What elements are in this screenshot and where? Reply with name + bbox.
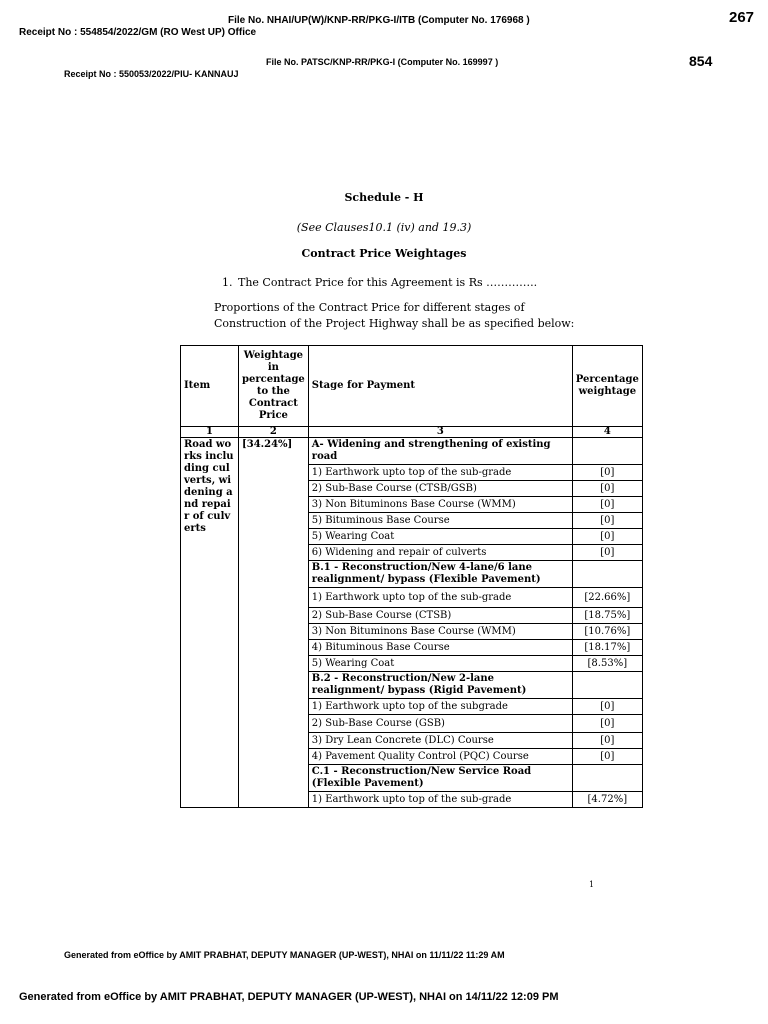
- clause-1-text: The Contract Price for this Agreement is Rs …………..: [238, 276, 538, 289]
- percentage-cell: [0]: [572, 513, 642, 529]
- clause-1: [222, 276, 537, 289]
- contract-price-weightage-table: [180, 345, 643, 808]
- stage-cell: 6) Widening and repair of culverts: [308, 545, 572, 561]
- stage-cell: 2) Sub-Base Course (CTSB/GSB): [308, 481, 572, 497]
- stage-cell: 1) Earthwork upto top of the sub-grade: [308, 588, 572, 608]
- percentage-cell: [10.76%]: [572, 624, 642, 640]
- column-number: 4: [572, 427, 642, 438]
- percentage-cell: [0]: [572, 465, 642, 481]
- page-number-footer: 1: [589, 880, 595, 889]
- stage-cell: 1) Earthwork upto top of the sub-grade: [308, 792, 572, 808]
- percentage-cell: [572, 765, 642, 792]
- percentage-cell: [0]: [572, 699, 642, 715]
- stage-cell: 5) Wearing Coat: [308, 529, 572, 545]
- percentage-cell: [0]: [572, 497, 642, 513]
- generated-stamp-2: Generated from eOffice by AMIT PRABHAT, DEPUTY MANAGER (UP-WEST), NHAI on 14/11/22 12:09 PM: [19, 991, 559, 1003]
- percentage-cell: [18.75%]: [572, 608, 642, 624]
- percentage-cell: [4.72%]: [572, 792, 642, 808]
- stage-cell: 3) Non Bituminons Base Course (WMM): [308, 624, 572, 640]
- percentage-cell: [22.66%]: [572, 588, 642, 608]
- generated-stamp-1: Generated from eOffice by AMIT PRABHAT, DEPUTY MANAGER (UP-WEST), NHAI on 11/11/22 11:29 AM: [64, 950, 505, 960]
- receipt-number-header: Receipt No : 554854/2022/GM (RO West UP) Office: [19, 27, 257, 38]
- receipt-number-secondary: Receipt No : 550053/2022/PIU- KANNAUJ: [64, 69, 239, 79]
- percentage-cell: [0]: [572, 529, 642, 545]
- percentage-cell: [0]: [572, 715, 642, 733]
- stage-cell: 1) Earthwork upto top of the sub-grade: [308, 465, 572, 481]
- percentage-cell: [8.53%]: [572, 656, 642, 672]
- column-number: 3: [308, 427, 572, 438]
- table-row: [181, 438, 643, 465]
- column-number: 2: [239, 427, 309, 438]
- schedule-title: Schedule - H: [344, 191, 424, 204]
- percentage-cell: [0]: [572, 733, 642, 749]
- stage-cell: 5) Wearing Coat: [308, 656, 572, 672]
- header-stage: Stage for Payment: [308, 346, 572, 427]
- stage-cell: 1) Earthwork upto top of the subgrade: [308, 699, 572, 715]
- stage-cell: 2) Sub-Base Course (GSB): [308, 715, 572, 733]
- header-item: Item: [181, 346, 239, 427]
- header-percentage: Percentage weightage: [572, 346, 642, 427]
- percentage-cell: [572, 438, 642, 465]
- page-number-854: 854: [689, 53, 713, 69]
- percentage-cell: [0]: [572, 545, 642, 561]
- item-cell: Road works including culverts, widening and repair of culverts: [181, 438, 239, 808]
- percentage-cell: [572, 561, 642, 588]
- percentage-cell: [0]: [572, 481, 642, 497]
- column-number: 1: [181, 427, 239, 438]
- file-number-header: File No. NHAI/UP(W)/KNP-RR/PKG-I/ITB (Computer No. 176968 ): [228, 15, 530, 26]
- stage-cell: 3) Dry Lean Concrete (DLC) Course: [308, 733, 572, 749]
- stage-cell: 4) Bituminous Base Course: [308, 640, 572, 656]
- clause-1-number: 1.: [222, 276, 233, 289]
- percentage-cell: [0]: [572, 749, 642, 765]
- proportions-paragraph: Proportions of the Contract Price for different stages of Construction of the Project Highway shall be as specified below:: [214, 301, 575, 330]
- clauses-reference: (See Clauses10.1 (iv) and 19.3): [296, 221, 472, 234]
- table-header-row: [181, 346, 643, 427]
- percentage-cell: [572, 672, 642, 699]
- stage-cell: B.1 - Reconstruction/New 4-lane/6 lane realignment/ bypass (Flexible Pavement): [308, 561, 572, 588]
- stage-cell: 2) Sub-Base Course (CTSB): [308, 608, 572, 624]
- stage-cell: C.1 - Reconstruction/New Service Road (Flexible Pavement): [308, 765, 572, 792]
- column-number-row: [181, 427, 643, 438]
- file-number-secondary: File No. PATSC/KNP-RR/PKG-I (Computer No. 169997 ): [266, 57, 499, 67]
- stage-cell: 3) Non Bituminons Base Course (WMM): [308, 497, 572, 513]
- percentage-cell: [18.17%]: [572, 640, 642, 656]
- stage-cell: A- Widening and strengthening of existing road: [308, 438, 572, 465]
- header-weightage: Weightage in percentage to the Contract Price: [239, 346, 309, 427]
- stage-cell: 4) Pavement Quality Control (PQC) Course: [308, 749, 572, 765]
- schedule-subtitle: Contract Price Weightages: [301, 247, 467, 260]
- weightage-cell: [34.24%]: [239, 438, 309, 808]
- stage-cell: 5) Bituminous Base Course: [308, 513, 572, 529]
- stage-cell: B.2 - Reconstruction/New 2-lane realignment/ bypass (Rigid Pavement): [308, 672, 572, 699]
- page-number-267: 267: [729, 9, 755, 26]
